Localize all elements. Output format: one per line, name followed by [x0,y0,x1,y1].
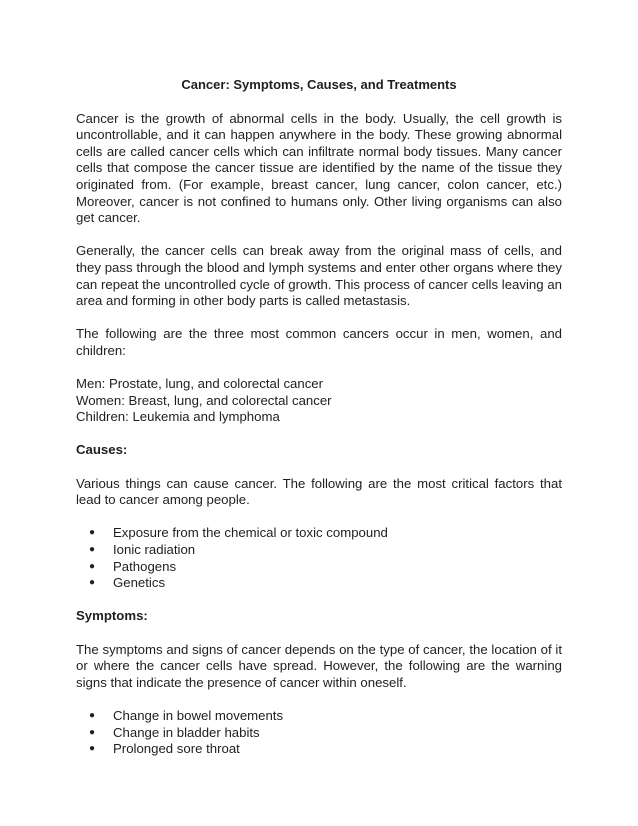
bullet-icon: ● [89,577,96,589]
common-cancers-intro: The following are the three most common cancers occur in men, women, and children: [76,326,562,358]
list-item [76,525,562,542]
list-item [76,575,562,592]
bullet-icon: ● [89,743,96,755]
list-item [76,559,562,576]
common-cancers-list [76,376,562,426]
list-item [76,542,562,559]
causes-list [76,525,562,591]
list-item-text: Change in bowel movements [113,707,284,723]
list-item-text: Genetics [113,575,166,591]
common-cancer-women: Women: Breast, lung, and colorectal cancer [76,392,332,408]
document-title: Cancer: Symptoms, Causes, and Treatments [181,77,457,92]
common-cancer-men: Men: Prostate, lung, and colorectal cancer [76,376,324,392]
list-item-text: Ionic radiation [113,542,196,558]
bullet-icon: ● [89,544,96,556]
symptoms-list [76,708,562,758]
bullet-icon: ● [89,527,96,539]
symptoms-heading: Symptoms: [76,608,148,624]
causes-intro: Various things can cause cancer. The following are the most critical factors that lead to cancer among people. [76,475,562,508]
intro-paragraph: Cancer is the growth of abnormal cells in the body. Usually, the cell growth is uncontrollable, and it can happen anywhere in the body. These growing abnormal cells are called cancer cells which can infiltrate normal body tissues. Many cancer cells that compose the cancer tissue are identified by the name of the tissue they originated from. (For example, breast cancer, lung cancer, colon cancer, etc.) Moreover, cancer is not confined to humans only. Other living organisms can also get cancer. [76,110,562,226]
list-item-text: Prolonged sore throat [113,741,240,757]
bullet-icon: ● [89,560,96,572]
common-cancer-children: Children: Leukemia and lymphoma [76,409,280,425]
list-item-text: Change in bladder habits [113,724,260,740]
metastasis-paragraph: Generally, the cancer cells can break away from the original mass of cells, and they pass through the blood and lymph systems and enter other organs where they can repeat the uncontrolled cycle of growth. This process of cancer cells leaving an area and forming in other body parts is called metastasis. [76,243,562,309]
document-content [76,77,562,774]
bullet-icon: ● [89,726,96,738]
list-item-text: Pathogens [113,558,177,574]
causes-heading: Causes: [76,442,128,458]
list-item [76,708,562,725]
list-item-text: Exposure from the chemical or toxic compound [113,525,388,541]
symptoms-intro: The symptoms and signs of cancer depends on the type of cancer, the location of it or where the cancer cells have spread. However, the following are the warning signs that indicate the presence of cancer within oneself. [76,641,562,690]
list-item [76,741,562,758]
list-item [76,725,562,742]
bullet-icon: ● [89,709,96,721]
